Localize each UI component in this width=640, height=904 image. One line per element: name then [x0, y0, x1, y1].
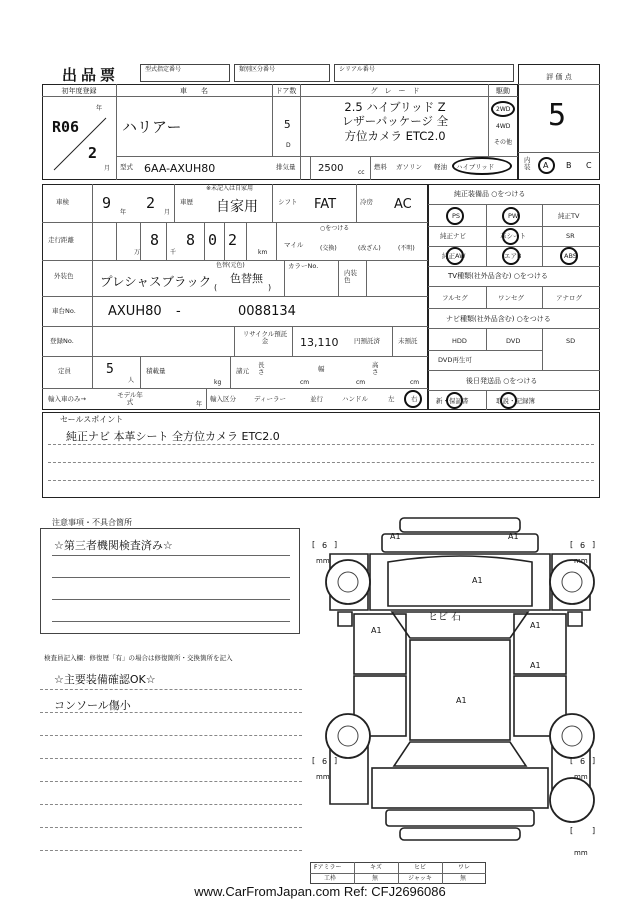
- notes-label: 注意事項・不具合箇所: [52, 518, 132, 527]
- interior-c: C: [586, 161, 592, 170]
- reg-month: 2: [88, 144, 98, 162]
- later-col: [486, 390, 487, 410]
- color-label: 外装色: [54, 272, 74, 280]
- displacement-unit: cc: [358, 169, 365, 176]
- mileage-div-3: [166, 222, 167, 260]
- navi-line-2: [428, 350, 542, 351]
- capacity-unit: 人: [128, 377, 135, 384]
- header-col-1: [116, 84, 117, 180]
- interior-color-label: 内装色: [344, 269, 357, 284]
- mileage-unit-sen: 千: [170, 249, 177, 256]
- car-name: ハリアー: [122, 118, 182, 136]
- tire-front-left-unit: mm: [316, 557, 330, 565]
- tv-oneseg: ワンセグ: [498, 294, 524, 302]
- doors-value: 5: [284, 118, 291, 131]
- load-label: 積載量: [146, 367, 166, 375]
- grade-text: [304, 100, 486, 143]
- navi-line-3: [428, 370, 600, 371]
- damage-mark-right-rear-door: A1: [530, 661, 541, 670]
- history-value: 自家用: [216, 199, 258, 215]
- model-label: 型式: [120, 163, 133, 171]
- equip-line-0: [428, 204, 600, 205]
- equip-col-1: [486, 204, 487, 266]
- dims-label: 諸元: [236, 367, 249, 375]
- recycle-not-deposited: 未預託: [398, 337, 418, 345]
- tv-line-2: [428, 308, 600, 309]
- tire-front-right-unit: mm: [574, 557, 588, 565]
- header-divider: [42, 96, 518, 97]
- mile-label: マイル: [284, 241, 304, 249]
- navi-title: ナビ種類(社外品含む) ○をつける: [446, 315, 551, 323]
- tire-front-left-depth: 6: [322, 541, 328, 550]
- serial-no-label: シリアル番号: [339, 66, 375, 73]
- later-title: 後日発送品 ○をつける: [466, 377, 538, 385]
- class-no-label: 類別区分番号: [239, 66, 276, 73]
- mileage-digit-3: 0: [208, 231, 218, 249]
- tire-front-right-depth: 6: [580, 541, 586, 550]
- int-color-value-div: [366, 260, 367, 296]
- length-label: 長さ: [258, 361, 265, 376]
- equip-airbag-circle: [502, 247, 520, 265]
- equip-abs-circle: [560, 247, 578, 265]
- navi-col-1: [486, 328, 487, 350]
- import-dealer: ディーラー: [254, 395, 286, 403]
- insp-rule-2: [40, 712, 302, 713]
- inspection-month-unit: 月: [164, 209, 171, 216]
- reg-year-unit: 年: [96, 105, 103, 112]
- approval-no-label: 型式指定番号: [145, 66, 182, 73]
- damage-mark-right-front-door: A1: [530, 621, 541, 630]
- equip-line-1: [428, 226, 600, 227]
- color-change-label: 色替(元色): [216, 262, 245, 269]
- drive-other: その他: [494, 139, 513, 146]
- row-line-5: [42, 356, 428, 357]
- inspection-year-unit: 年: [120, 209, 127, 216]
- length-unit: cm: [300, 379, 310, 386]
- later-manual-circle: [500, 392, 517, 409]
- fuel-hybrid: ハイブリッド: [456, 163, 495, 171]
- equip-tv: 純正TV: [558, 212, 580, 220]
- mileage-digit-2: 8: [186, 231, 196, 249]
- recycle-label: リサイクル預託金: [242, 330, 288, 345]
- fuel-gas: ガソリン: [396, 163, 422, 171]
- sales-point-box: [42, 412, 600, 498]
- damage-mark-windshield: ヒビ 石: [428, 612, 462, 623]
- grade-label: グ レ ー ド: [370, 87, 420, 95]
- tv-col-1: [486, 286, 487, 308]
- equip-airbag: エアB: [504, 252, 522, 260]
- displacement-value: 2500: [318, 163, 344, 174]
- notes-rule-3: [52, 599, 290, 600]
- mileage-digit-1: 8: [150, 231, 160, 249]
- recycle-amount: 13,110: [300, 336, 339, 349]
- shift-value: FAT: [314, 197, 337, 212]
- handle-right-circle: [404, 390, 422, 408]
- equip-navi: 純正ナビ: [440, 232, 466, 240]
- damage-mark-front-bumper-right: A1: [508, 532, 519, 541]
- width-unit: cm: [356, 379, 366, 386]
- row-line-4: [42, 326, 428, 327]
- mileage-div-1: [116, 222, 117, 260]
- navi-sd: SD: [566, 337, 576, 345]
- row-line-3: [42, 296, 428, 297]
- equip-sr: SR: [566, 232, 575, 240]
- mileage-label: 走行距離: [48, 236, 74, 244]
- recycle-div: [234, 326, 235, 356]
- tire-rear-left-unit: mm: [316, 773, 330, 781]
- legend-col-2: [398, 862, 399, 884]
- import-label: 輸入車のみ→: [48, 395, 86, 403]
- tv-analog: アナログ: [556, 294, 582, 302]
- drive-label: 駆動: [496, 87, 510, 95]
- load-div: [140, 356, 141, 388]
- inspection-year: 9: [102, 194, 112, 212]
- reg-slash: [46, 112, 112, 176]
- import-type-label: 輸入区分: [210, 395, 236, 403]
- fuel-diesel: 軽油: [434, 163, 447, 171]
- damage-mark-rear: A1: [456, 696, 467, 705]
- sales-line-3: [48, 480, 594, 481]
- score-lower-divider: [518, 152, 600, 153]
- grade-line-1: 2.5 ハイブリッド Z: [344, 100, 446, 114]
- displacement-div: [310, 156, 311, 180]
- equip-line-3: [428, 266, 600, 267]
- mileage-unit-man: 万: [134, 249, 141, 256]
- model-value: 6AA-AXUH80: [144, 162, 216, 175]
- tire-spare-unit: mm: [574, 849, 588, 857]
- chassis-prefix: AXUH80: [108, 304, 162, 319]
- insp-rule-1: [40, 689, 302, 690]
- insp-rule-7: [40, 827, 302, 828]
- reg-era: R06: [52, 118, 80, 136]
- tv-fullseg: フルセグ: [442, 294, 468, 302]
- import-type-div: [206, 388, 207, 410]
- score-value: 5: [548, 98, 567, 133]
- capacity-label: 定員: [58, 367, 71, 375]
- notes-rule-4: [52, 621, 290, 622]
- insp-rule-6: [40, 804, 302, 805]
- fuel-div: [370, 156, 371, 180]
- equip-ps-circle: [446, 207, 464, 225]
- tire-rear-right-depth: 6: [580, 757, 586, 766]
- color-no-div: [284, 260, 285, 296]
- drive-2wd: 2WD: [496, 106, 511, 113]
- notes-line-2: ☆主要装備確認OK☆: [54, 673, 156, 686]
- equip-leather: 革シート: [500, 232, 526, 240]
- damage-mark-hood: A1: [472, 576, 483, 585]
- color-value: プレシャスブラック: [100, 274, 212, 289]
- equip-col-2: [542, 204, 543, 266]
- damage-mark-left-front-door: A1: [371, 626, 382, 635]
- ac-div: [356, 184, 357, 222]
- insp-rule-3: [40, 735, 302, 736]
- class-no-box: [234, 64, 330, 82]
- mileage-div-6: [246, 222, 247, 260]
- height-label: 高さ: [372, 361, 379, 376]
- equip-pw-circle: [502, 207, 520, 225]
- mileage-opt-tampered: (改ざん): [358, 245, 381, 252]
- later-line: [428, 390, 600, 391]
- interior-b: B: [566, 161, 572, 170]
- model-year-unit: 年: [196, 401, 203, 408]
- capacity-value: 5: [106, 362, 114, 377]
- label-col: [92, 184, 93, 388]
- navi-line: [428, 328, 600, 329]
- import-parallel: 並行: [310, 395, 323, 403]
- chassis-number: 0088134: [238, 304, 296, 319]
- legend-value-1: 工枠: [324, 875, 337, 882]
- legend-header-3: ヒビ: [414, 864, 427, 871]
- mileage-div-4: [204, 222, 205, 260]
- shift-div: [272, 184, 273, 222]
- shift-label: シフト: [278, 198, 298, 206]
- legend-value-3: ジャッキ: [408, 875, 432, 882]
- history-note: ※未記入は自家用: [206, 185, 254, 192]
- interior-label: 内装: [524, 156, 531, 171]
- recycle-value-div: [292, 326, 293, 356]
- int-color-div: [338, 260, 339, 296]
- car-diagram: [310, 514, 610, 870]
- fuel-hybrid-circle: [452, 157, 512, 175]
- inspection-label: 車検: [56, 198, 69, 206]
- insp-rule-4: [40, 758, 302, 759]
- color-no-label: カラーNo.: [288, 262, 319, 270]
- row-line-1: [42, 222, 428, 223]
- recycle-not-div: [392, 326, 393, 356]
- width-label: 幅: [318, 365, 325, 373]
- fuel-label: 燃料: [374, 163, 387, 171]
- approval-no-box: [140, 64, 230, 82]
- mileage-div-5: [224, 222, 225, 260]
- doors-sub: D: [286, 142, 291, 149]
- grade-line-3: 方位カメラ ETC2.0: [344, 128, 446, 143]
- tire-rear-left-depth: 6: [322, 757, 328, 766]
- notes-rule-2: [52, 577, 290, 578]
- interior-a-circle: [538, 157, 555, 174]
- score-label: 評 価 点: [546, 73, 572, 81]
- legend-value-4: 無: [460, 875, 467, 882]
- insp-rule-8: [40, 850, 302, 851]
- footer-watermark: www.CarFromJapan.com Ref: CFJ2696086: [194, 884, 446, 899]
- displacement-label: 排気量: [276, 163, 296, 171]
- mileage-div-2: [140, 222, 141, 260]
- color-change-value: 色替無: [230, 272, 263, 285]
- tv-col-2: [542, 286, 543, 308]
- load-unit: kg: [214, 379, 222, 386]
- navi-hdd: HDD: [452, 337, 467, 345]
- ac-value: AC: [394, 197, 412, 212]
- navi-dvd: DVD: [506, 337, 521, 345]
- notes-rule-1: [52, 555, 290, 556]
- mileage-opt-exchange: (交換): [320, 245, 337, 252]
- insp-rule-5: [40, 781, 302, 782]
- recycle-deposited: 円預託済: [354, 337, 380, 345]
- legend-header-2: キズ: [370, 864, 382, 871]
- handle-right: 右: [411, 395, 418, 403]
- sheet-title: 出品票: [62, 66, 120, 84]
- tire-rear-right-unit: mm: [574, 773, 588, 781]
- equip-ps: PS: [452, 212, 461, 220]
- details-block: [42, 184, 428, 410]
- score-divider: [518, 84, 600, 85]
- reg-year-label: 初年度登録: [61, 87, 97, 95]
- grade-line-2: レザーパッケージ 全: [341, 114, 449, 129]
- ac-label: 冷房: [360, 198, 373, 206]
- later-manual: 取説・記録簿: [496, 397, 535, 405]
- equip-aw: 純正AW: [442, 252, 466, 260]
- equip-pw: PW: [508, 212, 519, 220]
- sales-point-label: セールスポイント: [60, 415, 124, 424]
- tv-title: TV種類(社外品含む) ○をつける: [448, 272, 548, 280]
- header-lower-divider: [116, 156, 518, 157]
- notes-line-1: ☆第三者機関検査済み☆: [54, 539, 173, 552]
- notes-line-3: コンソール傷小: [54, 699, 131, 712]
- interior-a: A: [543, 161, 549, 170]
- row-line-2: [42, 260, 428, 261]
- serial-no-box: [334, 64, 514, 82]
- drive-2wd-circle: [491, 101, 515, 117]
- later-warranty-circle: [446, 392, 463, 409]
- legend-value-2: 無: [372, 875, 379, 882]
- mileage-digit-4: 2: [228, 231, 238, 249]
- chassis-label: 車台No.: [52, 307, 76, 315]
- mile-div: [276, 222, 277, 260]
- legend-header-1: Fアミラー: [314, 864, 342, 871]
- sales-line-1: [48, 444, 594, 445]
- legend-col-3: [442, 862, 443, 884]
- handle-label: ハンドル: [342, 395, 368, 403]
- legend-col-1: [354, 862, 355, 884]
- mileage-select-note: ○をつける: [320, 225, 350, 232]
- reg-no-label: 登録No.: [50, 337, 74, 345]
- mileage-opt-unknown: (不明): [398, 245, 415, 252]
- tv-line: [428, 286, 600, 287]
- dims-div: [230, 356, 231, 388]
- inspection-month: 2: [146, 194, 156, 212]
- equip-abs: ABS: [564, 252, 577, 260]
- navi-dvd-play: DVD再生可: [438, 356, 472, 364]
- sales-line-2: [48, 462, 594, 463]
- history-label: 車歴: [180, 198, 193, 206]
- legend-header-4: ワレ: [458, 864, 471, 871]
- reg-month-unit: 月: [104, 165, 111, 172]
- damage-mark-front-bumper-left: A1: [390, 532, 401, 541]
- drive-4wd: 4WD: [496, 123, 511, 130]
- row-line-6: [42, 388, 428, 389]
- inspector-label: 検査員記入欄：修復歴「有」の場合は修復箇所・交換箇所を記入: [44, 654, 233, 662]
- navi-col-2: [542, 328, 543, 370]
- handle-left: 左: [388, 395, 395, 403]
- equipment-title: 純正装備品 ○をつける: [454, 190, 526, 198]
- equip-aw-circle: [446, 247, 464, 265]
- chassis-dash: -: [176, 304, 181, 319]
- equip-leather-circle: [502, 228, 519, 245]
- doors-label: ドア数: [275, 87, 297, 95]
- mileage-unit-km: km: [258, 249, 268, 256]
- later-warranty: 新・保証書: [436, 397, 469, 405]
- header-col-3: [300, 84, 301, 180]
- height-unit: cm: [410, 379, 420, 386]
- sales-point-text: 純正ナビ 本革シート 全方位カメラ ETC2.0: [66, 430, 280, 443]
- model-year-label: モデル年式: [117, 391, 143, 406]
- car-name-label: 車 名: [180, 87, 208, 95]
- history-div: [174, 184, 175, 222]
